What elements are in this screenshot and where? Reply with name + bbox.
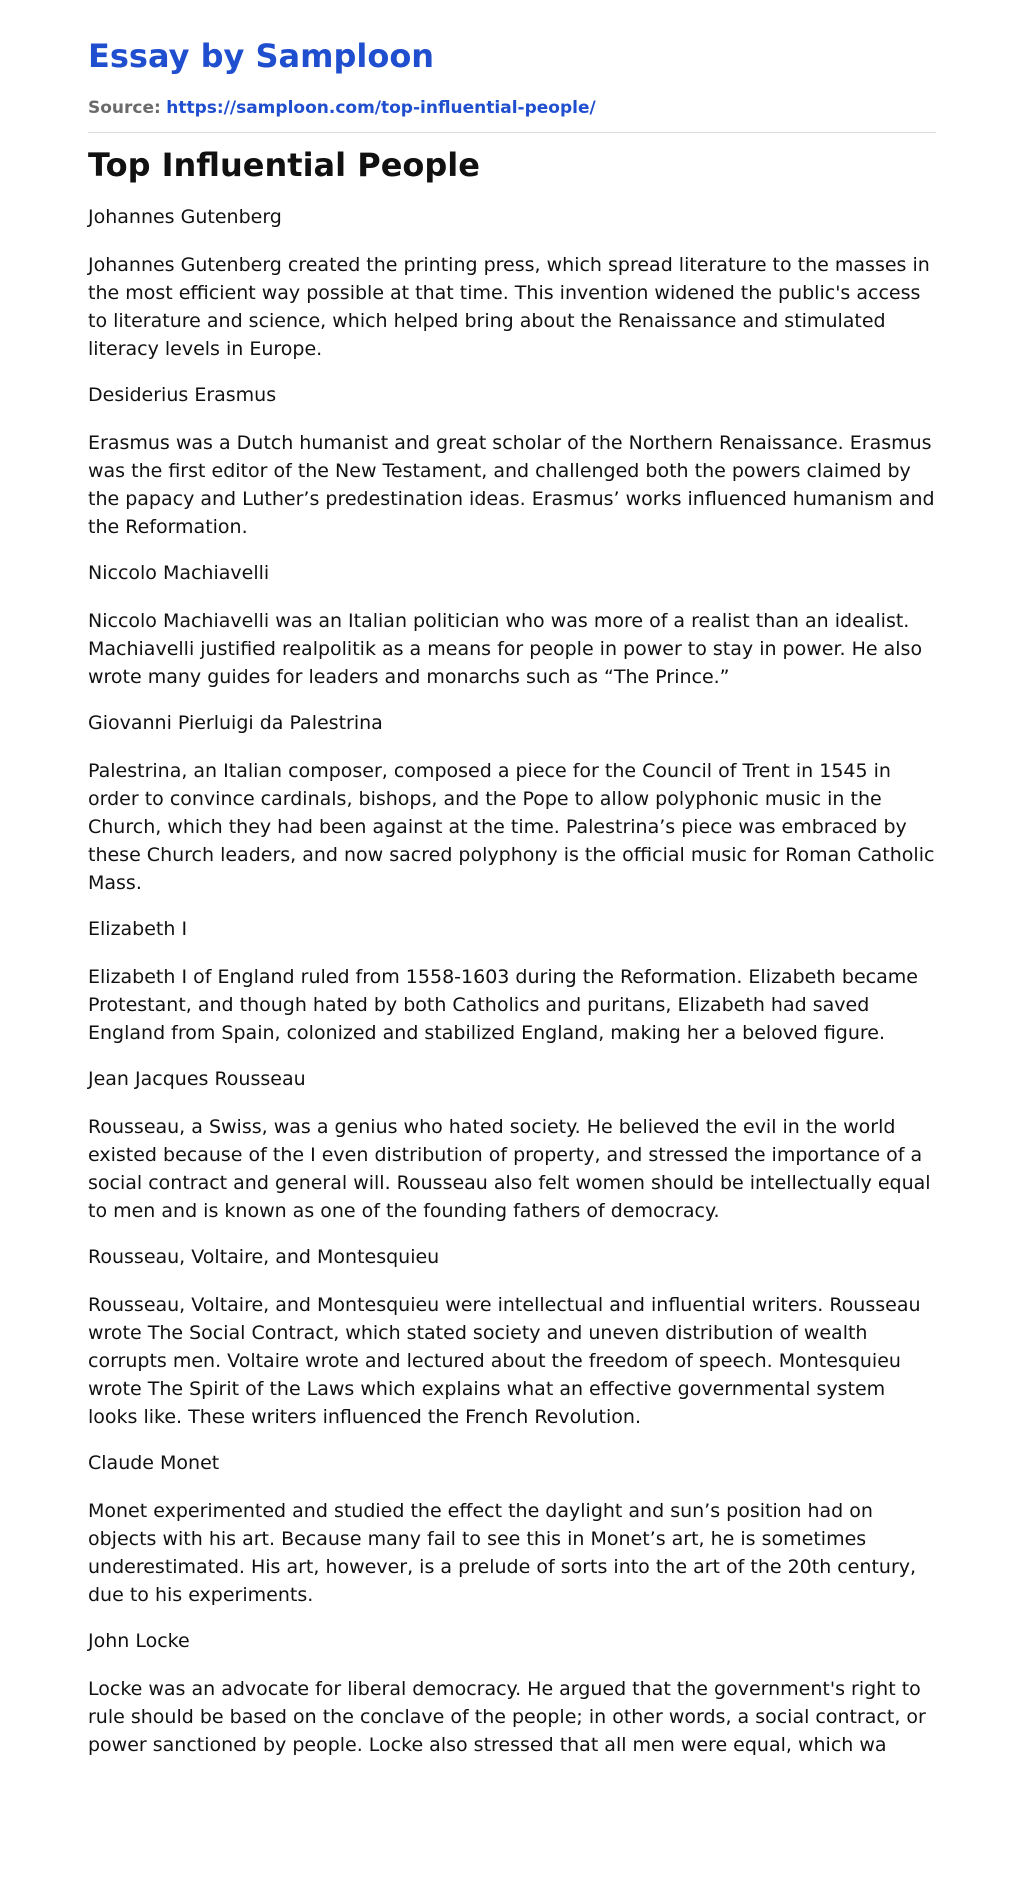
section-paragraph: Rousseau, Voltaire, and Montesquieu were intellectual and influential writers. Rousseau wrote The Social Contract, which stated society and uneven distribution of wealth corrupts men. Voltaire wrote and lectured about the freedom of speech. Montesquieu wrote The Spirit of the Laws which explains what an effective governmental system looks like. These writers influenced the French Revolution. xyxy=(88,1294,921,1428)
essay-section xyxy=(88,709,936,897)
essay-section xyxy=(88,1065,936,1225)
section-heading: Elizabeth I xyxy=(88,918,188,940)
section-heading: Johannes Gutenberg xyxy=(88,206,282,228)
section-paragraph: Locke was an advocate for liberal democracy. He argued that the government's right to rule should be based on the conclave of the people; in other words, a social contract, or power sanctioned by people. Locke also stressed that all men were equal, which wa xyxy=(88,1678,926,1756)
section-paragraph: Elizabeth I of England ruled from 1558-1603 during the Reformation. Elizabeth became Protestant, and though hated by both Catholics and puritans, Elizabeth had saved England from Spain, colonized and stabilized England, making her a beloved figure. xyxy=(88,966,918,1044)
section-heading: Jean Jacques Rousseau xyxy=(88,1068,306,1090)
essay-section xyxy=(88,1449,936,1609)
source-line xyxy=(88,96,936,120)
section-heading: Giovanni Pierluigi da Palestrina xyxy=(88,712,383,734)
source-label: Source: xyxy=(88,98,161,118)
essay-section xyxy=(88,203,936,363)
essay-body xyxy=(88,203,936,1759)
section-paragraph: Johannes Gutenberg created the printing press, which spread literature to the masses in the most efficient way possible at that time. This invention widened the public's access to literature and science, which helped bring about the Renaissance and stimulated literacy levels in Europe. xyxy=(88,254,930,360)
essay-section xyxy=(88,1627,936,1759)
essay-title: Top Influential People xyxy=(88,146,480,184)
section-paragraph: Monet experimented and studied the effect the daylight and sun’s position had on objects with his art. Because many fail to see this in Monet’s art, he is sometimes underestimated. His art, however, is a prelude of sorts into the art of the 20th century, due to his experiments. xyxy=(88,1500,917,1606)
section-heading: Claude Monet xyxy=(88,1452,220,1474)
section-heading: John Locke xyxy=(88,1630,190,1652)
essay-section xyxy=(88,559,936,691)
section-heading: Rousseau, Voltaire, and Montesquieu xyxy=(88,1246,440,1268)
section-paragraph: Niccolo Machiavelli was an Italian politician who was more of a realist than an idealist. Machiavelli justified realpolitik as a means for people in power to stay in power. He also wrote many guides for leaders and monarchs such as “The Prince.” xyxy=(88,610,923,688)
section-paragraph: Rousseau, a Swiss, was a genius who hated society. He believed the evil in the world existed because of the I even distribution of property, and stressed the importance of a social contract and general will. Rousseau also felt women should be intellectually equal to men and is known as one of the founding fathers of democracy. xyxy=(88,1116,931,1222)
essay-section xyxy=(88,1243,936,1431)
essay-section xyxy=(88,915,936,1047)
source-link[interactable]: https://samploon.com/top-influential-people/ xyxy=(166,98,596,118)
essay-section xyxy=(88,381,936,541)
section-heading: Desiderius Erasmus xyxy=(88,384,277,406)
section-paragraph: Erasmus was a Dutch humanist and great scholar of the Northern Renaissance. Erasmus was the first editor of the New Testament, and challenged both the powers claimed by the papacy and Luther’s predestination ideas. Erasmus’ works influenced humanism and the Reformation. xyxy=(88,432,935,538)
section-paragraph: Palestrina, an Italian composer, composed a piece for the Council of Trent in 1545 in order to convince cardinals, bishops, and the Pope to allow polyphonic music in the Church, which they had been against at the time. Palestrina’s piece was embraced by these Church leaders, and now sacred polyphony is the official music for Roman Catholic Mass. xyxy=(88,760,935,894)
brand-title: Essay by Samploon xyxy=(88,37,435,75)
header-divider xyxy=(88,132,936,133)
section-heading: Niccolo Machiavelli xyxy=(88,562,270,584)
